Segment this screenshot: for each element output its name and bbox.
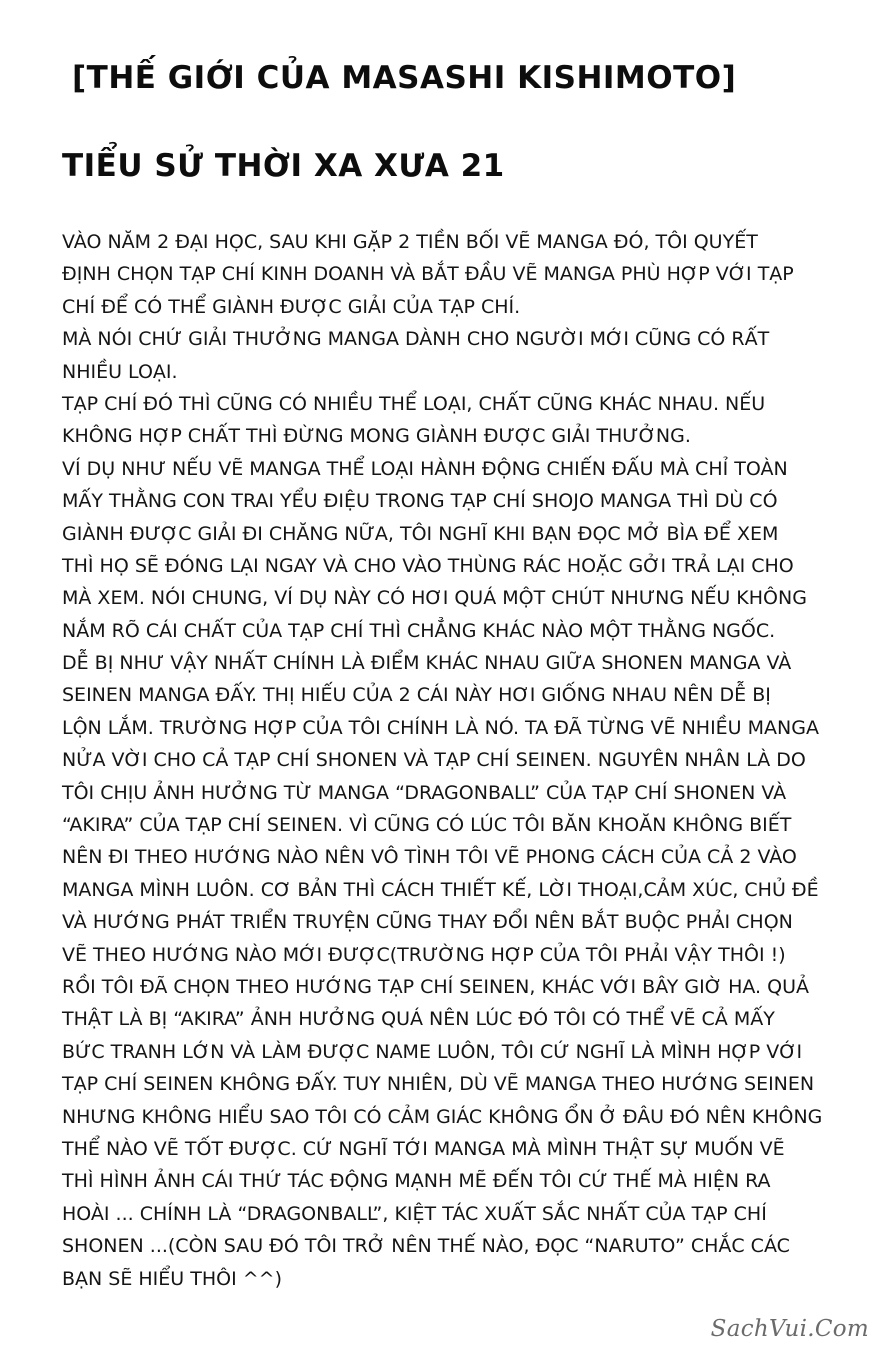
watermark: SachVui.Com — [710, 1316, 869, 1342]
body-line: THÌ HỌ SẼ ĐÓNG LẠI NGAY VÀ CHO VÀO THÙNG RÁC HOẶC GỞI TRẢ LẠI CHO — [62, 554, 794, 577]
body-line: GIÀNH ĐƯỢC GIẢI ĐI CHĂNG NỮA, TÔI NGHĨ KHI BẠN ĐỌC MỞ BÌA ĐỂ XEM — [62, 522, 779, 545]
body-line: NỬA VỜI CHO CẢ TẠP CHÍ SHONEN VÀ TẠP CHÍ SEINEN. NGUYÊN NHÂN LÀ DO — [62, 749, 806, 772]
body-line: NÊN ĐI THEO HƯỚNG NÀO NÊN VÔ TÌNH TÔI VẼ PHONG CÁCH CỦA CẢ 2 VÀO — [62, 846, 797, 869]
body-line: RỒI TÔI ĐÃ CHỌN THEO HƯỚNG TẠP CHÍ SEINEN, KHÁC VỚI BÂY GIỜ HA. QUẢ — [62, 975, 809, 998]
body-line: DỄ BỊ NHƯ VẬY NHẤT CHÍNH LÀ ĐIỂM KHÁC NHAU GIỮA SHONEN MANGA VÀ — [62, 652, 792, 675]
body-line: TẠP CHÍ ĐÓ THÌ CŨNG CÓ NHIỀU THỂ LOẠI, CHẤT CŨNG KHÁC NHAU. NẾU — [62, 392, 766, 415]
body-line: NHIỀU LOẠI. — [62, 360, 178, 383]
body-line: BẠN SẼ HIỂU THÔI ^^) — [62, 1267, 282, 1290]
body-line: BỨC TRANH LỚN VÀ LÀM ĐƯỢC NAME LUÔN, TÔI CỨ NGHĨ LÀ MÌNH HỢP VỚI — [62, 1040, 803, 1063]
body-line: TÔI CHỊU ẢNH HƯỞNG TỪ MANGA “DRAGONBALL” CỦA TẠP CHÍ SHONEN VÀ — [62, 781, 787, 804]
body-line: THẬT LÀ BỊ “AKIRA” ẢNH HƯỞNG QUÁ NÊN LÚC ĐÓ TÔI CÓ THỂ VẼ CẢ MẤY — [62, 1008, 775, 1031]
body-line: MÀ NÓI CHỨ GIẢI THƯỞNG MANGA DÀNH CHO NGƯỜI MỚI CŨNG CÓ RẤT — [62, 328, 770, 351]
body-line: “AKIRA” CỦA TẠP CHÍ SEINEN. VÌ CŨNG CÓ LÚC TÔI BĂN KHOĂN KHÔNG BIẾT — [62, 814, 792, 837]
body-line: THÌ HÌNH ẢNH CÁI THỨ TÁC ĐỘNG MẠNH MẼ ĐẾN TÔI CỨ THẾ MÀ HIỆN RA — [62, 1170, 771, 1193]
page-header-title: [THẾ GIỚI CỦA MASASHI KISHIMOTO] — [72, 60, 737, 96]
body-line: NHƯNG KHÔNG HIỂU SAO TÔI CÓ CẢM GIÁC KHÔNG ỔN Ở ĐÂU ĐÓ NÊN KHÔNG — [62, 1105, 823, 1128]
body-line: VẼ THEO HƯỚNG NÀO MỚI ĐƯỢC(TRƯỜNG HỢP CỦA TÔI PHẢI VẬY THÔI !) — [62, 943, 786, 966]
body-line: ĐỊNH CHỌN TẠP CHÍ KINH DOANH VÀ BẮT ĐẦU VẼ MANGA PHÙ HỢP VỚI TẠP — [62, 263, 794, 286]
body-line: MẤY THẰNG CON TRAI YỂU ĐIỆU TRONG TẠP CHÍ SHOJO MANGA THÌ DÙ CÓ — [62, 490, 778, 513]
body-line: SEINEN MANGA ĐẤY. THỊ HIẾU CỦA 2 CÁI NÀY HƠI GIỐNG NHAU NÊN DỄ BỊ — [62, 684, 771, 707]
body-line: THỂ NÀO VẼ TỐT ĐƯỢC. CỨ NGHĨ TỚI MANGA MÀ MÌNH THẬT SỰ MUỐN VẼ — [62, 1137, 785, 1160]
body-line: SHONEN ...(CÒN SAU ĐÓ TÔI TRỞ NÊN THẾ NÀO, ĐỌC “NARUTO” CHẮC CÁC — [62, 1235, 790, 1258]
body-line: LỘN LẮM. TRƯỜNG HỢP CỦA TÔI CHÍNH LÀ NÓ. TA ĐÃ TỪNG VẼ NHIỀU MANGA — [62, 716, 819, 739]
body-text — [62, 226, 822, 1295]
body-line: MANGA MÌNH LUÔN. CƠ BẢN THÌ CÁCH THIẾT KẾ, LỜI THOẠI,CẢM XÚC, CHỦ ĐỀ — [62, 878, 819, 901]
body-line: KHÔNG HỢP CHẤT THÌ ĐỪNG MONG GIÀNH ĐƯỢC GIẢI THƯỞNG. — [62, 425, 691, 448]
body-line: MÀ XEM. NÓI CHUNG, VÍ DỤ NÀY CÓ HƠI QUÁ MỘT CHÚT NHƯNG NẾU KHÔNG — [62, 587, 807, 610]
body-line: TẠP CHÍ SEINEN KHÔNG ĐẤY. TUY NHIÊN, DÙ VẼ MANGA THEO HƯỚNG SEINEN — [62, 1073, 815, 1096]
body-line: VÍ DỤ NHƯ NẾU VẼ MANGA THỂ LOẠI HÀNH ĐỘNG CHIẾN ĐẤU MÀ CHỈ TOÀN — [62, 457, 788, 480]
body-line: VÀO NĂM 2 ĐẠI HỌC, SAU KHI GẶP 2 TIỀN BỐI VẼ MANGA ĐÓ, TÔI QUYẾT — [62, 231, 758, 253]
body-line: CHÍ ĐỂ CÓ THỂ GIÀNH ĐƯỢC GIẢI CỦA TẠP CHÍ. — [62, 295, 521, 318]
body-line: VÀ HƯỚNG PHÁT TRIỂN TRUYỆN CŨNG THAY ĐỔI NÊN BẮT BUỘC PHẢI CHỌN — [62, 911, 793, 934]
body-line: HOÀI ... CHÍNH LÀ “DRAGONBALL”, KIỆT TÁC XUẤT SẮC NHẤT CỦA TẠP CHÍ — [62, 1202, 767, 1225]
body-line: NẮM RÕ CÁI CHẤT CỦA TẠP CHÍ THÌ CHẲNG KHÁC NÀO MỘT THẰNG NGỐC. — [62, 619, 776, 642]
section-title: TIỂU SỬ THỜI XA XƯA 21 — [62, 148, 505, 184]
